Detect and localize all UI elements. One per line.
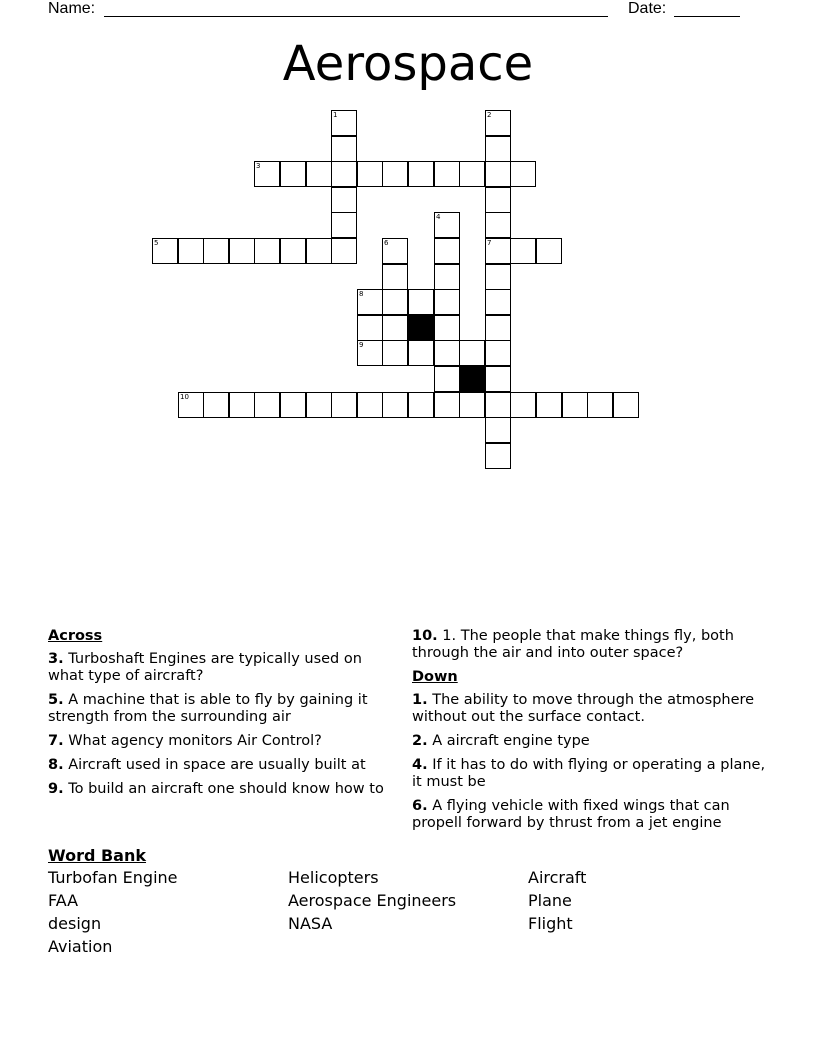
clue-number-label: 2 — [487, 111, 492, 119]
crossword-cell[interactable] — [280, 238, 306, 264]
crossword-cell[interactable] — [562, 392, 588, 418]
crossword-cell[interactable] — [434, 315, 460, 341]
word-bank-item: NASA — [288, 914, 333, 933]
name-label: Name: — [48, 0, 96, 17]
clue-number-label: 10 — [180, 393, 189, 401]
clue-number-label: 7 — [487, 239, 492, 247]
date-label: Date: — [628, 0, 667, 17]
crossword-cell[interactable] — [587, 392, 613, 418]
crossword-cell[interactable] — [434, 264, 460, 290]
across-clue-5 — [48, 692, 393, 726]
crossword-cell[interactable] — [382, 315, 408, 341]
clue-text: Turboshaft Engines are typically used on what type of aircraft? — [48, 651, 362, 684]
word-bank-item: FAA — [48, 891, 79, 910]
clue-text: A aircraft engine type — [432, 733, 590, 749]
clue-text: Aircraft used in space are usually built at — [68, 757, 366, 773]
crossword-cell[interactable] — [382, 289, 408, 315]
clue-text: What agency monitors Air Control? — [68, 733, 322, 749]
crossword-cell[interactable] — [459, 340, 485, 366]
word-bank-item: Aviation — [48, 937, 113, 956]
crossword-cell[interactable] — [331, 136, 357, 162]
clue-number: 4. — [412, 757, 428, 773]
crossword-cell[interactable] — [178, 238, 204, 264]
crossword-cell[interactable] — [510, 392, 536, 418]
crossword-cell[interactable] — [434, 392, 460, 418]
crossword-cell[interactable] — [331, 187, 357, 213]
clues-left-column — [48, 628, 393, 805]
clue-number-label: 8 — [359, 290, 364, 298]
crossword-cell[interactable] — [408, 392, 434, 418]
crossword-cell[interactable] — [536, 238, 562, 264]
crossword-cell[interactable] — [485, 110, 511, 136]
clue-number-label: 9 — [359, 341, 364, 349]
crossword-cell[interactable] — [331, 110, 357, 136]
crossword-cell[interactable] — [536, 392, 562, 418]
clues-right-column — [412, 628, 772, 839]
crossword-cell[interactable] — [485, 136, 511, 162]
crossword-cell[interactable] — [434, 238, 460, 264]
crossword-cell[interactable] — [434, 161, 460, 187]
crossword-cell[interactable] — [382, 238, 408, 264]
down-clue-1 — [412, 692, 772, 726]
word-bank-item: Aerospace Engineers — [288, 891, 457, 910]
crossword-cell[interactable] — [357, 161, 383, 187]
clue-text: The ability to move through the atmosphere without out the surface contact. — [412, 692, 755, 725]
crossword-cell[interactable] — [382, 161, 408, 187]
crossword-cell[interactable] — [485, 161, 511, 187]
crossword-black-cell — [459, 366, 485, 392]
crossword-cell[interactable] — [485, 443, 511, 469]
crossword-cell[interactable] — [459, 392, 485, 418]
crossword-cell[interactable] — [254, 161, 280, 187]
clue-text: A machine that is able to fly by gaining it strength from the surrounding air — [48, 692, 368, 725]
clue-number-label: 3 — [256, 162, 261, 170]
page-title: Aerospace — [282, 36, 534, 92]
word-bank-heading: Word Bank — [48, 846, 147, 865]
across-clue-10 — [412, 628, 772, 662]
clue-text: If it has to do with flying or operating a plane, it must be — [412, 757, 766, 790]
crossword-cell[interactable] — [331, 212, 357, 238]
word-bank-item: Flight — [528, 914, 573, 933]
crossword-cell[interactable] — [485, 340, 511, 366]
crossword-cell[interactable] — [254, 238, 280, 264]
crossword-cell[interactable] — [357, 315, 383, 341]
clue-text: To build an aircraft one should know how to — [68, 781, 384, 797]
word-bank-item: Aircraft — [528, 868, 587, 887]
clue-text: A flying vehicle with fixed wings that can propell forward by thrust from a jet engine — [412, 798, 730, 831]
down-clue-2 — [412, 733, 772, 750]
crossword-cell[interactable] — [510, 238, 536, 264]
word-bank-item: design — [48, 914, 102, 933]
clue-number-label: 5 — [154, 239, 159, 247]
crossword-cell[interactable] — [485, 187, 511, 213]
crossword-cell[interactable] — [485, 366, 511, 392]
down-clue-4 — [412, 757, 772, 791]
across-clue-9 — [48, 781, 393, 798]
crossword-cell[interactable] — [434, 366, 460, 392]
crossword-cell[interactable] — [485, 417, 511, 443]
word-bank — [48, 846, 768, 957]
crossword-cell[interactable] — [178, 392, 204, 418]
crossword-cell[interactable] — [382, 264, 408, 290]
crossword-cell[interactable] — [434, 289, 460, 315]
crossword-cell[interactable] — [229, 238, 255, 264]
crossword-cell[interactable] — [331, 238, 357, 264]
crossword-cell[interactable] — [280, 392, 306, 418]
crossword-cell[interactable] — [229, 392, 255, 418]
crossword-cell[interactable] — [280, 161, 306, 187]
word-bank-item: Turbofan Engine — [48, 868, 178, 887]
crossword-cell[interactable] — [331, 392, 357, 418]
word-bank-item: Plane — [528, 891, 572, 910]
clue-number-label: 1 — [333, 111, 338, 119]
clue-number: 3. — [48, 651, 64, 667]
crossword-cell[interactable] — [613, 392, 639, 418]
clue-number: 2. — [412, 733, 428, 749]
crossword-cell[interactable] — [434, 340, 460, 366]
clue-number: 7. — [48, 733, 64, 749]
crossword-cell[interactable] — [357, 392, 383, 418]
word-bank-item: Helicopters — [288, 868, 379, 887]
crossword-cell[interactable] — [306, 392, 332, 418]
crossword-cell[interactable] — [485, 392, 511, 418]
across-clue-3 — [48, 651, 393, 685]
crossword-cell[interactable] — [254, 392, 280, 418]
down-heading: Down — [412, 669, 458, 685]
crossword-cell[interactable] — [382, 340, 408, 366]
crossword-cell[interactable] — [459, 161, 485, 187]
crossword-cell[interactable] — [331, 161, 357, 187]
clue-number: 6. — [412, 798, 428, 814]
crossword-cell[interactable] — [485, 289, 511, 315]
crossword-cell[interactable] — [510, 161, 536, 187]
crossword-cell[interactable] — [203, 392, 229, 418]
clue-number-label: 6 — [384, 239, 389, 247]
clue-text: 1. The people that make things fly, both through the air and into outer space? — [412, 628, 734, 661]
clue-number: 1. — [412, 692, 428, 708]
crossword-cell[interactable] — [408, 340, 434, 366]
down-clue-6 — [412, 798, 772, 832]
crossword-cell[interactable] — [485, 212, 511, 238]
crossword-cell[interactable] — [408, 289, 434, 315]
crossword-cell[interactable] — [485, 315, 511, 341]
crossword-cell[interactable] — [357, 289, 383, 315]
word-bank-list — [48, 868, 768, 957]
crossword-cell[interactable] — [306, 238, 332, 264]
across-clue-8 — [48, 757, 393, 774]
crossword-cell[interactable] — [485, 264, 511, 290]
crossword-grid — [0, 0, 816, 480]
clue-number: 10. — [412, 628, 438, 644]
crossword-cell[interactable] — [408, 161, 434, 187]
crossword-cell[interactable] — [485, 238, 511, 264]
crossword-cell[interactable] — [203, 238, 229, 264]
across-clue-7 — [48, 733, 393, 750]
crossword-cell[interactable] — [152, 238, 178, 264]
clue-number: 9. — [48, 781, 64, 797]
crossword-cell[interactable] — [434, 212, 460, 238]
clue-number-label: 4 — [436, 213, 441, 221]
crossword-black-cell — [408, 315, 434, 341]
clue-number: 5. — [48, 692, 64, 708]
clue-number: 8. — [48, 757, 64, 773]
across-heading: Across — [48, 628, 103, 644]
crossword-cell[interactable] — [357, 340, 383, 366]
crossword-cell[interactable] — [306, 161, 332, 187]
crossword-cell[interactable] — [382, 392, 408, 418]
